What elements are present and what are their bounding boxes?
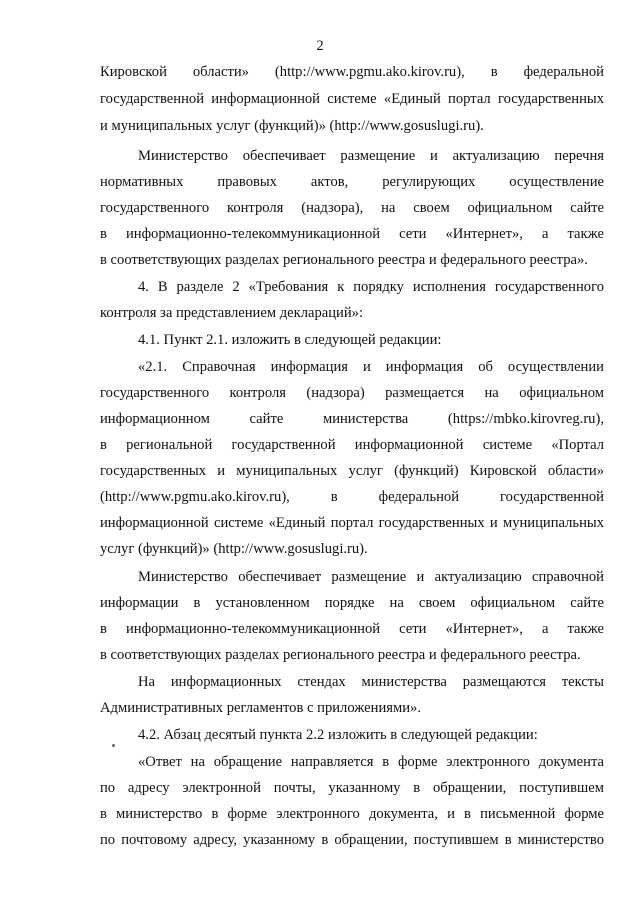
text-line: государственного контроля (надзора), на своем официальном сайте (100, 200, 604, 216)
text-line: Министерство обеспечивает размещение и актуализацию справочной (138, 569, 604, 585)
text-line: Кировской области» (http://www.pgmu.ako.kirov.ru), в федеральной (100, 64, 604, 80)
text-line: в министерство в форме электронного документа, и в письменной форме (100, 806, 604, 822)
text-line: по адресу электронной почты, указанному в обращении, поступившем (100, 780, 604, 796)
text-line: по почтовому адресу, указанному в обращении, поступившем в министерство (100, 832, 604, 848)
text-line: 4.1. Пункт 2.1. изложить в следующей редакции: (138, 332, 442, 348)
text-line: в информационно-телекоммуникационной сети «Интернет», а также (100, 621, 604, 637)
text-line: информационной системе «Единый портал государственных и муниципальных (100, 515, 604, 531)
text-line: «2.1. Справочная информация и информация об осуществлении (138, 359, 604, 375)
text-line: в соответствующих разделах регионального реестра и федерального реестра». (100, 252, 588, 268)
text-line: и муниципальных услуг (функций)» (http://www.gosuslugi.ru). (100, 118, 484, 134)
text-line: в соответствующих разделах регионального реестра и федерального реестра. (100, 647, 581, 663)
text-line: Административных регламентов с приложениями». (100, 700, 421, 716)
scan-speck (112, 744, 115, 747)
text-line: в региональной государственной информационной системе «Портал (100, 437, 604, 453)
text-line: информации в установленном порядке на своем официальном сайте (100, 595, 604, 611)
text-line: информационном сайте министерства (https://mbko.kirovreg.ru), (100, 411, 604, 427)
text-line: «Ответ на обращение направляется в форме электронного документа (138, 754, 604, 770)
text-line: услуг (функций)» (http://www.gosuslugi.ru). (100, 541, 368, 557)
text-line: (http://www.pgmu.ako.kirov.ru), в федеральной государственной (100, 489, 604, 505)
text-line: контроля за представлением деклараций»: (100, 305, 364, 321)
text-line: 4.2. Абзац десятый пункта 2.2 изложить в следующей редакции: (138, 727, 538, 743)
text-line: На информационных стендах министерства размещаются тексты (138, 674, 604, 690)
text-line: государственных и муниципальных услуг (функций) Кировской области» (100, 463, 604, 479)
text-line: в информационно-телекоммуникационной сети «Интернет», а также (100, 226, 604, 242)
text-line: государственного контроля (надзора) размещается на официальном (100, 385, 604, 401)
text-line: государственной информационной системе «Единый портал государственных (100, 91, 604, 107)
text-line: 4. В разделе 2 «Требования к порядку исполнения государственного (138, 279, 604, 295)
text-line: нормативных правовых актов, регулирующих осуществление (100, 174, 604, 190)
page-number: 2 (316, 38, 324, 54)
text-line: Министерство обеспечивает размещение и актуализацию перечня (138, 148, 604, 164)
